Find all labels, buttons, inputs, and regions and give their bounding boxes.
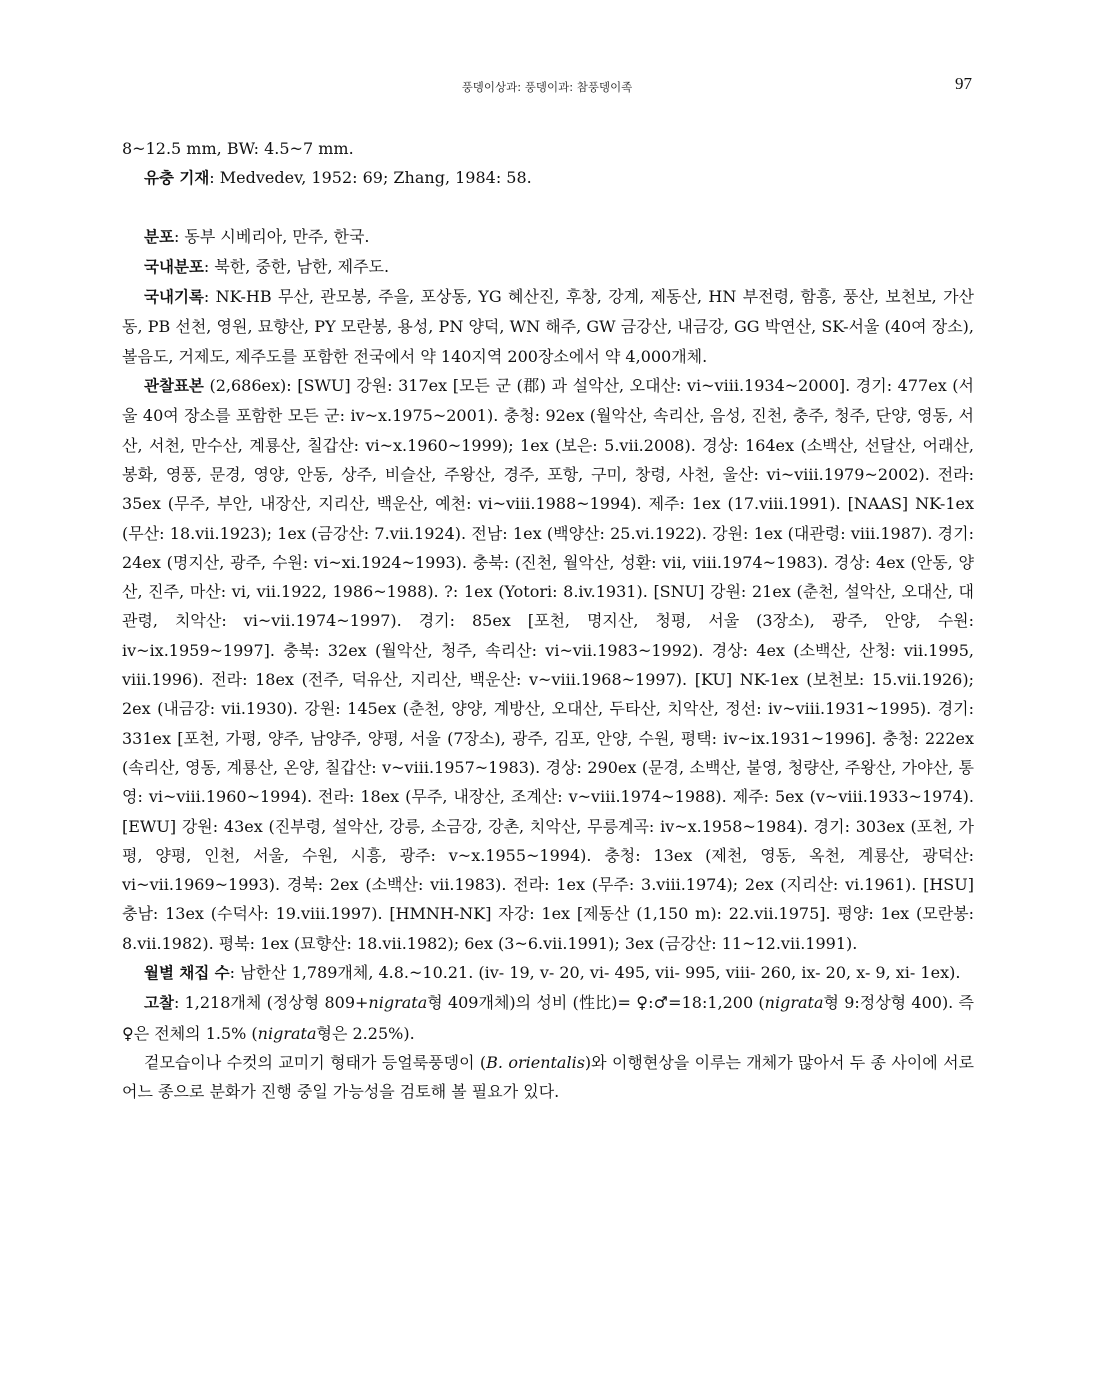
larva-text: : Medvedev, 1952: 69; Zhang, 1984: 58. [209,168,532,188]
domestic-records-label: 국내기록 [144,288,204,307]
remarks-italic-2: nigrata [764,993,824,1013]
specimens-paragraph [122,371,974,958]
running-title: 풍뎅이상과: 풍뎅이과: 참풍뎅이족 [461,80,633,94]
size-line: 8~12.5 mm, BW: 4.5~7 mm. [122,139,354,158]
domestic-distribution-text: : 북한, 중한, 남한, 제주도. [203,256,390,276]
main-content [122,134,974,1107]
page-number: 97 [955,74,972,93]
final-paragraph [122,1048,974,1107]
remarks-italic-3: nigrata [257,1023,317,1043]
remarks-text-2: 형 409개체)의 성비 (性比)= ♀:♂=18:1,200 ( [427,993,765,1013]
monthly-paragraph [122,958,974,988]
domestic-records-text: : NK-HB 무산, 관모봉, 주을, 포상동, YG 혜산진, 후창, 강계, 제동산, HN 부전령, 함흥, 풍산, 보천보, 가산동, PB 선천, 영원, 묘향산, PY 모란봉, 용성, PN 양덕, WN 해주, GW 금강산, 내금강, GG 박연산, SK-서울 (40여 장소), 볼음도, 거제도, 제주도를 포함한 전국에서 약 140지역 200장소에서 약 4,000개체. [122,287,974,366]
domestic-distribution-label: 국내분포 [144,257,204,276]
remarks-text-4: 형은 2.25%). [316,1023,415,1043]
specimens-text: (2,686ex): [SWU] 강원: 317ex [모든 군 (郡) 과 설악산, 오대산: vi~viii.1934~2000]. 경기: 477ex (서울 40여 장소를 포함한 모든 군: iv~x.1975~2001). 충청: 92ex (월악산, 속리산, 음성, 진천, 충주, 청주, 단양, 영동, 서산, 서천, 만수산, 계룡산, 칠갑산: vi~x.1960~1999); 1ex (보은: 5.vii.2008). 경상: 164ex (소백산, 선달산, 어래산, 봉화, 영풍, 문경, 영양, 안동, 상주, 비슬산, 주왕산, 경주, 포항, 구미, 창령, 사천, 울산: vi~viii.1979~2002). 전라: 35ex (무주, 부안, 내장산, 지리산, 백운산, 예천: vi~viii.1988~1994). 제주: 1ex (17.viii.1991). [NAAS] NK-1ex (무산: 18.vii.1923); 1ex (금강산: 7.vii.1924). 전남: 1ex (백양산: 25.vi.1922). 강원: 1ex (대관령: viii.1987). 경기: 24ex (명지산, 광주, 수원: vi~xi.1924~1993). 충북: (진천, 월악산, 성환: vii, viii.1974~1983). 경상: 4ex (안동, 양산, 진주, 마산: vi, vii.1922, 1986~1988). ?: 1ex (Yotori: 8.iv.1931). [SNU] 강원: 21ex (춘천, 설악산, 오대산, 대관령, 치악산: vi~vii.1974~1997). 경기: 85ex [포천, 명지산, 청평, 서울 (3장소), 광주, 안양, 수원: iv~ix.1959~1997]. 충북: 32ex (월악산, 청주, 속리산: vi~vii.1983~1992). 경상: 4ex (소백산, 산청: vii.1995, viii.1996). 전라: 18ex (전주, 덕유산, 지리산, 백운산: v~viii.1968~1997). [KU] NK-1ex (보천보: 15.vii.1926); 2ex (내금강: vii.1930). 강원: 145ex (춘천, 양양, 계방산, 오대산, 두타산, 치악산, 정선: iv~viii.1931~1995). 경기: 331ex [포천, 가평, 양주, 남양주, 양평, 서울 (7장소), 광주, 김포, 안양, 수원, 평택: iv~ix.1931~1996]. 충청: 222ex (속리산, 영동, 계룡산, 온양, 칠갑산: v~viii.1957~1983). 경상: 290ex (문경, 소백산, 불영, 청량산, 주왕산, 가야산, 통영: vi~viii.1960~1994). 전라: 18ex (무주, 내장산, 조계산: v~viii.1974~1988). 제주: 5ex (v~viii.1933~1974). [EWU] 강원: 43ex (진부령, 설악산, 강릉, 소금강, 강촌, 치악산, 무릉계곡: iv~x.1958~1984). 경기: 303ex (포천, 가평, 양평, 인천, 서울, 수원, 시흥, 광주: v~x.1955~1994). 충청: 13ex (제천, 영동, 옥천, 계룡산, 광덕산: vi~vii.1969~1993). 경북: 2ex (소백산: vii.1983). 전라: 1ex (무주: 3.viii.1974); 2ex (지리산: vi.1961). [HSU] 충남: 13ex (수덕사: 19.viii.1997). [HMNH-NK] 자강: 1ex [제동산 (1,150 m): 22.vii.1975]. 평양: 1ex (모란봉: 8.vii.1982). 평북: 1ex (묘향산: 18.vii.1982); 6ex (3~6.vii.1991); 3ex (금강산: 11~12.vii.1991). [122,376,974,953]
remarks-text-1: : 1,218개체 (정상형 809+ [173,993,369,1013]
distribution-label: 분포 [144,227,174,246]
final-text-2: )와 이행현상을 이루는 개체가 많아서 두 종 사이에 서로 어느 종으로 분화가 진행 중일 가능성을 검토해 볼 필요가 있다. [122,1052,974,1102]
final-text-1: 겉모습이나 수컷의 교미기 형태가 등얼룩풍뎅이 ( [144,1052,487,1072]
final-italic-species: B. orientalis [486,1052,585,1072]
distribution-text: : 동부 시베리아, 만주, 한국. [173,226,370,246]
running-header [122,76,972,96]
larva-paragraph [122,163,974,193]
monthly-text: : 남한산 1,789개체, 4.8.~10.21. (iv- 19, v- 20, vi- 495, vii- 995, viii- 260, ix- 20, x- 9, xi- 1ex). [229,963,961,983]
remarks-italic-1: nigrata [368,993,428,1013]
domestic-distribution-paragraph [122,252,974,282]
domestic-records-paragraph [122,282,974,371]
larva-label: 유충 기재 [144,169,210,188]
remarks-paragraph [122,988,974,1048]
remarks-text-3: 형 9:정상형 400). 즉 ♀은 전체의 1.5% ( [122,993,974,1043]
monthly-label: 월별 채집 수 [144,964,230,983]
remarks-label: 고찰 [144,994,174,1013]
specimens-label: 관찰표본 [144,377,204,396]
distribution-paragraph [122,222,974,252]
